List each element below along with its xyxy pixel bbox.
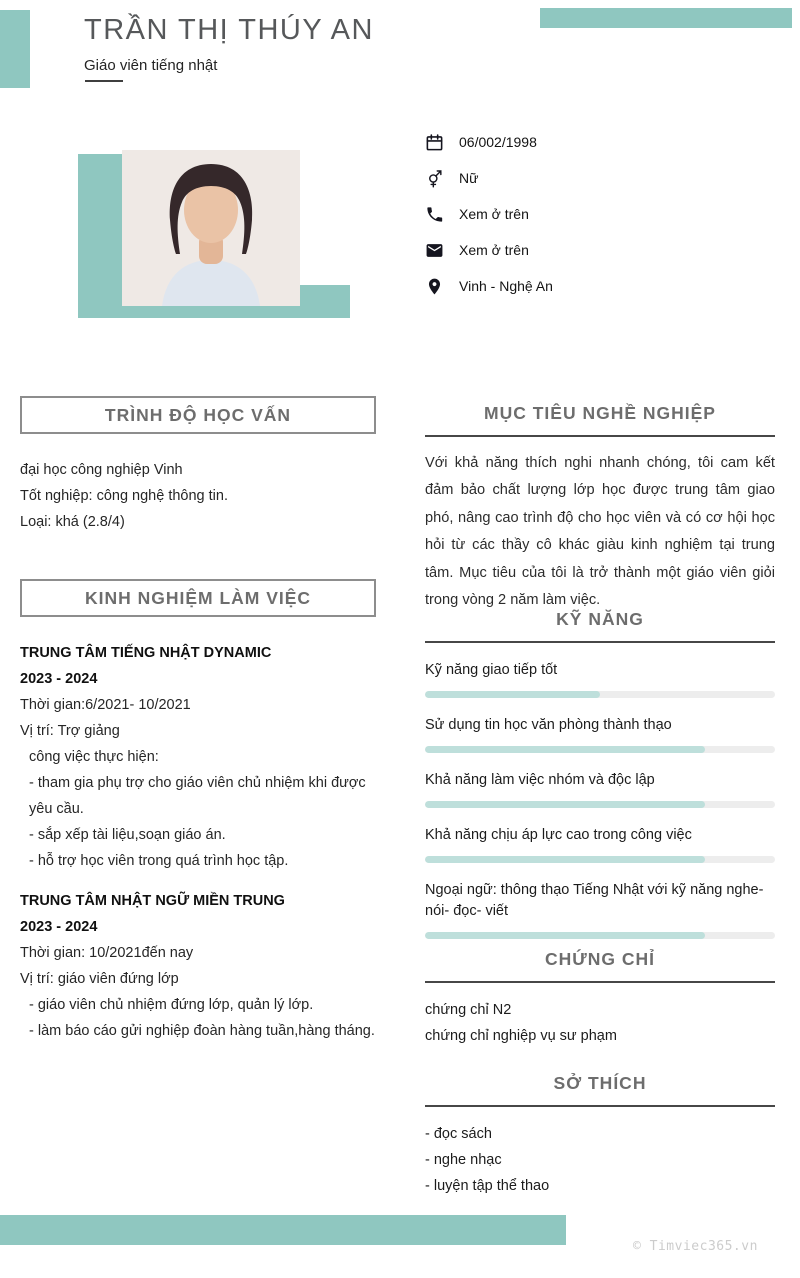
skill-bar-fill: [425, 801, 705, 808]
accent-bar-bottom: [0, 1215, 566, 1245]
objective-text: Với khả năng thích nghi nhanh chóng, tôi cam kết đảm bảo chất lượng lớp học được trung tâm giao phó, nâng cao trình độ cho học viên và có cơ hội học hỏi từ các thầy cô khác giàu kinh nghiệm tại trung tâm. Mục tiêu của tôi là trở thành một giáo viên giỏi trong vòng 2 năm làm việc.: [425, 455, 775, 609]
education-line: Loại: khá (2.8/4): [20, 514, 125, 530]
profile-photo: [122, 150, 300, 306]
skill-bar: [425, 746, 775, 753]
certificate-line: chứng chỉ N2: [425, 1002, 512, 1018]
skill-item: [425, 715, 775, 753]
skill-bar-fill: [425, 691, 600, 698]
skill-label: Khả năng làm việc nhóm và độc lập: [425, 772, 655, 788]
experience-lines: [20, 640, 376, 1044]
hobby-line: - nghe nhạc: [425, 1152, 502, 1168]
accent-bar-top-left: [0, 10, 30, 88]
contact-row-email: [425, 239, 775, 261]
location-icon: [425, 277, 444, 296]
job-detail: công việc thực hiện:: [29, 749, 159, 765]
certificate-line: chứng chỉ nghiệp vụ sư phạm: [425, 1028, 617, 1044]
contact-value: Vinh - Nghệ An: [459, 278, 553, 294]
watermark: © Timviec365.vn: [633, 1239, 758, 1254]
job-period: 2023 - 2024: [20, 919, 98, 935]
skill-label: Ngoại ngữ: thông thạo Tiếng Nhật với kỹ năng nghe- nói- đọc- viết: [425, 882, 764, 919]
skill-label: Sử dụng tin học văn phòng thành thạo: [425, 717, 672, 733]
certificates-lines: [425, 997, 775, 1049]
job-title: Giáo viên tiếng nhật: [84, 57, 218, 74]
section-heading-skills: KỸ NĂNG: [556, 609, 644, 629]
objective-section: [425, 402, 775, 614]
phone-icon: [425, 205, 444, 224]
skill-item: [425, 770, 775, 808]
contact-value: 06/002/1998: [459, 134, 537, 150]
hobby-line: - đọc sách: [425, 1126, 492, 1142]
hobbies-lines: [425, 1121, 775, 1199]
contact-row-location: [425, 275, 775, 297]
skills-section: [425, 608, 775, 939]
job-period: 2023 - 2024: [20, 671, 98, 687]
certificates-section: [425, 948, 775, 1049]
contact-row-phone: [425, 203, 775, 225]
contact-row-birthday: [425, 131, 775, 153]
hobbies-section: [425, 1072, 775, 1199]
calendar-icon: [425, 133, 444, 152]
skill-label: Khả năng chịu áp lực cao trong công việc: [425, 827, 692, 843]
heading-rule: [425, 981, 775, 983]
skill-bar: [425, 932, 775, 939]
contact-value: Nữ: [459, 170, 479, 186]
experience-section: [20, 579, 376, 1044]
contact-value: Xem ở trên: [459, 206, 529, 222]
skill-bar: [425, 801, 775, 808]
skill-label: Kỹ năng giao tiếp tốt: [425, 662, 558, 678]
skill-bar-fill: [425, 856, 705, 863]
skill-item: [425, 880, 775, 939]
job-detail: - giáo viên chủ nhiệm đứng lớp, quản lý lớp.: [29, 997, 314, 1013]
education-section: [20, 396, 376, 535]
heading-rule: [425, 435, 775, 437]
job-detail: - tham gia phụ trợ cho giáo viên chủ nhiệm khi được yêu cầu.: [29, 775, 366, 817]
contact-value: Xem ở trên: [459, 242, 529, 258]
section-heading-experience: KINH NGHIỆM LÀM VIỆC: [20, 579, 376, 617]
profile-photo-placeholder: [122, 150, 300, 306]
job-detail: - sắp xếp tài liệu,soạn giáo án.: [29, 827, 226, 843]
skill-item: [425, 660, 775, 698]
job-detail: Vị trí: giáo viên đứng lớp: [20, 971, 179, 987]
job-detail: Vị trí: Trợ giảng: [20, 723, 120, 739]
skill-item: [425, 825, 775, 863]
hobby-line: - luyện tập thể thao: [425, 1178, 550, 1194]
section-heading-objective: MỤC TIÊU NGHỀ NGHIỆP: [484, 403, 716, 423]
company-name: TRUNG TÂM NHẬT NGỮ MIỀN TRUNG: [20, 893, 285, 909]
gender-icon: [425, 169, 444, 188]
job-detail: Thời gian:6/2021- 10/2021: [20, 697, 191, 713]
skill-bar-fill: [425, 746, 705, 753]
education-line: Tốt nghiệp: công nghệ thông tin.: [20, 488, 228, 504]
heading-rule: [425, 1105, 775, 1107]
skill-bar: [425, 856, 775, 863]
contact-row-gender: [425, 167, 775, 189]
job-title-underline: [85, 80, 123, 82]
education-line: đại học công nghiệp Vinh: [20, 462, 183, 478]
company-name: TRUNG TÂM TIẾNG NHẬT DYNAMIC: [20, 645, 272, 661]
education-lines: [20, 457, 376, 535]
job-detail: Thời gian: 10/2021đến nay: [20, 945, 194, 961]
heading-rule: [425, 641, 775, 643]
job-detail: - làm báo cáo gửi nghiệp đoàn hàng tuần,hàng tháng.: [29, 1023, 375, 1039]
skill-bar: [425, 691, 775, 698]
section-heading-hobbies: SỞ THÍCH: [553, 1073, 647, 1093]
skill-bar-fill: [425, 932, 705, 939]
section-heading-certificates: CHỨNG CHỈ: [544, 949, 656, 969]
accent-bar-top-right: [540, 8, 792, 28]
section-heading-education: TRÌNH ĐỘ HỌC VẤN: [20, 396, 376, 434]
candidate-name: TRẦN THỊ THÚY AN: [84, 14, 374, 46]
job-detail: - hỗ trợ học viên trong quá trình học tập.: [29, 853, 289, 869]
email-icon: [425, 241, 444, 260]
